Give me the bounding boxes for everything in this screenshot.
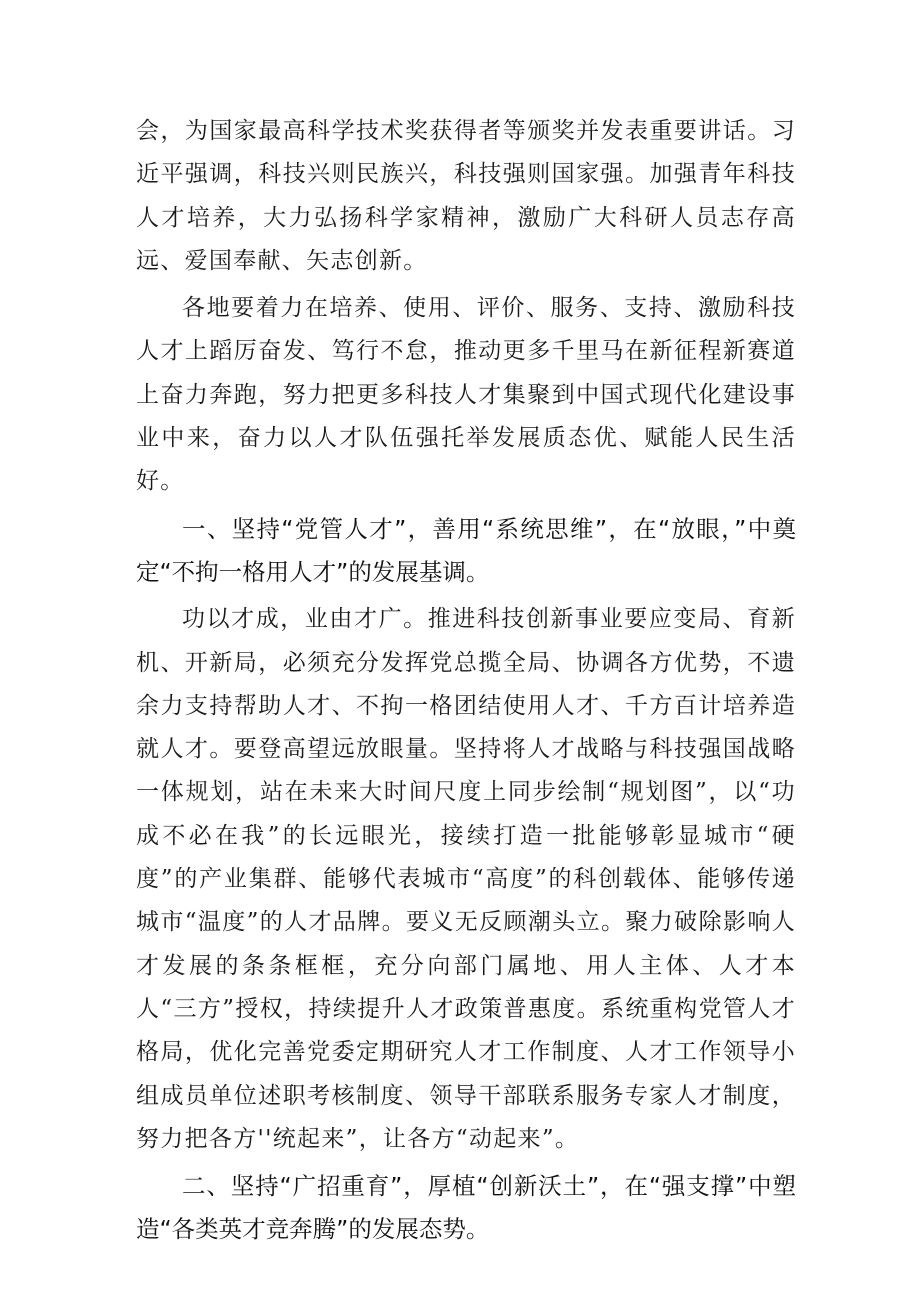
paragraph-award-speech: 会，为国家最高科学技术奖获得者等颁奖并发表重要讲话。习近平强调，科技兴则民族兴，科技强则国家强。加强青年科技人才培养，大力弘扬科学家精神，激励广大科研人员志存高远、爱国奉献、矢志创新。 [136,118,796,274]
section-heading-two: 二、坚持“广招重育”，厚植“创新沃土”，在“强支撑”中塑造“各类英才竞奔腾”的发展态势。 [136,1172,796,1244]
paragraph-party-leadership: 功以才成，业由才广。推进科技创新事业要应变局、育新机、开新局，必须充分发挥党总揽全局、协调各方优势，不遗余力支持帮助人才、不拘一格团结使用人才、千方百计培养造就人才。要登高望远放眼量。坚持将人才战略与科技强国战略一体规划，站在未来大时间尺度上同步绘制“规划图”，以“功成不必在我”的长远眼光，接续打造一批能够彰显城市“硬度”的产业集群、能够代表城市“高度”的科创载体、能够传递城市“温度”的人才品牌。要义无反顾潮头立。聚力破除影响人才发展的条条框框，充分向部门属地、用人主体、人才本人“三方”授权，持续提升人才政策普惠度。系统重构党管人才格局，优化完善党委定期研究人才工作制度、人才工作领导小组成员单位述职考核制度、领导干部联系服务专家人才制度，努力把各方''统起来”，让各方“动起来”。 [136,606,796,1152]
paragraph-talent-efforts: 各地要着力在培养、使用、评价、服务、支持、激励科技人才上蹈厉奋发、笃行不怠，推动更多千里马在新征程新赛道上奋力奔跑，努力把更多科技人才集聚到中国式现代化建设事业中来，奋力以人才队伍强托举发展质态优、赋能人民生活好。 [136,295,796,495]
section-heading-one: 一、坚持“党管人才”，善用“系统思维”，在“放眼，”中奠定“不拘一格用人才”的发展基调。 [136,514,796,586]
document-body [136,110,796,1252]
